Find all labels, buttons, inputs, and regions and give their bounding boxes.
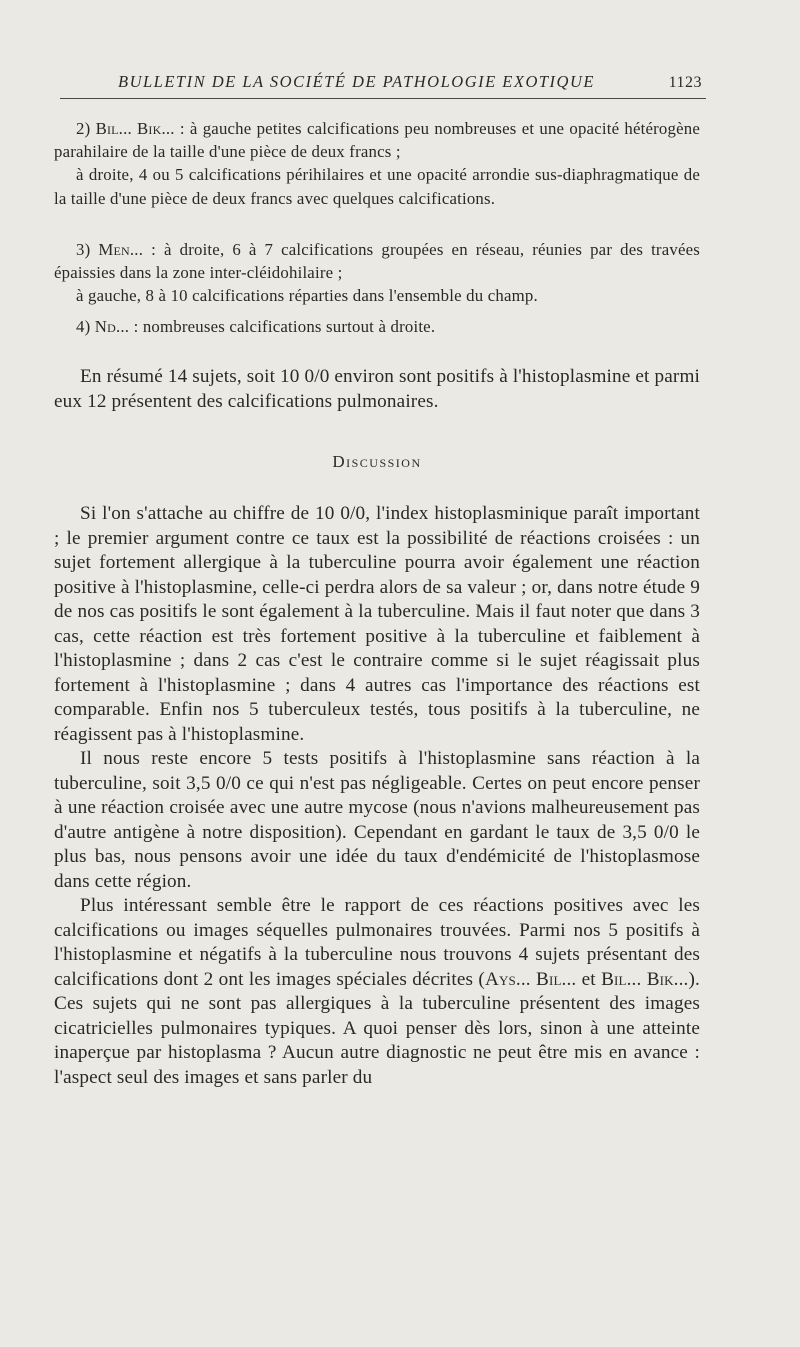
case-number: 3)	[76, 240, 91, 259]
discussion-text: Plus intéressant semble être le rapport de ces réactions positives avec les calcifications ou images séquelles pulmonaires trouvées. Parmi nos 5 positifs à l'histoplasmine et négatifs à la tuberculine nous trouvons 4 sujets présentant des calcifications dont 2 ont les images spéciales décrites (	[54, 895, 700, 990]
subject-name: Ays...	[484, 968, 531, 990]
header-rule	[60, 98, 706, 99]
discussion-paragraph-2: Il nous reste encore 5 tests positifs à l'histoplasmine sans réaction à la tuberculine, soit 3,5 0/0 ce qui n'est pas négligeable. Certes on peut encore penser à une réaction croisée avec une autre mycose (nous n'avions malheureusement pas d'autre antigène à notre disposition). Cependant en gardant le taux de 3,5 0/0 le plus bas, nous pensons avoir une idée du taux d'endémicité de l'histoplasmose dans cette région.	[54, 748, 700, 892]
case-3	[54, 238, 700, 308]
case-2-line-1	[54, 117, 700, 163]
separator: et	[576, 968, 602, 990]
case-2-line-2: à droite, 4 ou 5 calcifications périhilaires et une opacité arrondie sus-diaphragmatique de la taille d'une pièce de deux francs avec quelques calcifications.	[54, 165, 700, 208]
subject-name: Bil...	[536, 968, 577, 990]
page-number: 1123	[668, 74, 702, 91]
case-text: : à droite, 6 à 7 calcifications groupées en réseau, réunies par des travées épaissies dans la zone inter-cléidohilaire ;	[54, 240, 700, 283]
discussion-paragraph-1: Si l'on s'attache au chiffre de 10 0/0, l'index histoplasminique paraît important ; le premier argument contre ce taux est la possibilité de réactions croisées : un sujet fortement allergique à la tuberculine pourra avoir également une réaction positive à l'histoplasmine, celle-ci perdra alors de sa valeur ; or, dans notre étude 9 de nos cas positifs le sont également à la tuberculine. Mais il faut noter que dans 3 cas, cette réaction est très fortement positive à la tuberculine et faiblement à l'histoplasmine ; dans 2 cas c'est le contraire comme si le sujet réagissait plus fortement à l'histoplasmine ; dans 4 autres cas l'importance des réactions est comparable. Enfin nos 5 tuberculeux testés, tous positifs à la tuberculine, ne réagissent pas à l'histoplasmine.	[54, 503, 700, 745]
case-4-line-1	[54, 315, 700, 338]
discussion-paragraph-3	[54, 894, 700, 1090]
case-text: : à gauche petites calcifications peu nombreuses et une opacité hétérogène parahilaire de la taille d'une pièce de deux francs ;	[54, 119, 700, 162]
case-4	[54, 315, 700, 338]
case-name: Nd...	[94, 317, 130, 336]
case-number: 4)	[76, 317, 91, 336]
summary-block	[54, 365, 700, 414]
case-text: : nombreuses calcifications surtout à droite.	[129, 317, 436, 336]
running-header	[60, 72, 706, 98]
case-2	[54, 117, 700, 210]
section-heading: Discussion	[332, 452, 422, 471]
journal-title: BULLETIN DE LA SOCIÉTÉ DE PATHOLOGIE EXOTIQUE	[118, 72, 595, 91]
summary-paragraph: En résumé 14 sujets, soit 10 0/0 environ sont positifs à l'histoplasmine et parmi eux 12 présentent des calcifications pulmonaires.	[54, 366, 700, 412]
case-3-line-1	[54, 238, 700, 284]
case-number: 2)	[76, 119, 91, 138]
case-3-line-2: à gauche, 8 à 10 calcifications réparties dans l'ensemble du champ.	[76, 286, 538, 306]
discussion-body	[54, 502, 700, 1090]
subject-name: Bil... Bik...	[601, 968, 689, 990]
discussion-text: ). Ces sujets qui ne sont pas allergiques à la tuberculine présentent des images cicatricielles pulmonaires typiques. A quoi penser dès lors, sinon à une atteinte inaperçue par histoplasma ? Aucun autre diagnostic ne peut être mis en avance : l'aspect seul des images et sans parler du	[54, 968, 700, 1088]
case-name: Men...	[98, 240, 144, 259]
case-name: Bil... Bik...	[95, 119, 175, 138]
